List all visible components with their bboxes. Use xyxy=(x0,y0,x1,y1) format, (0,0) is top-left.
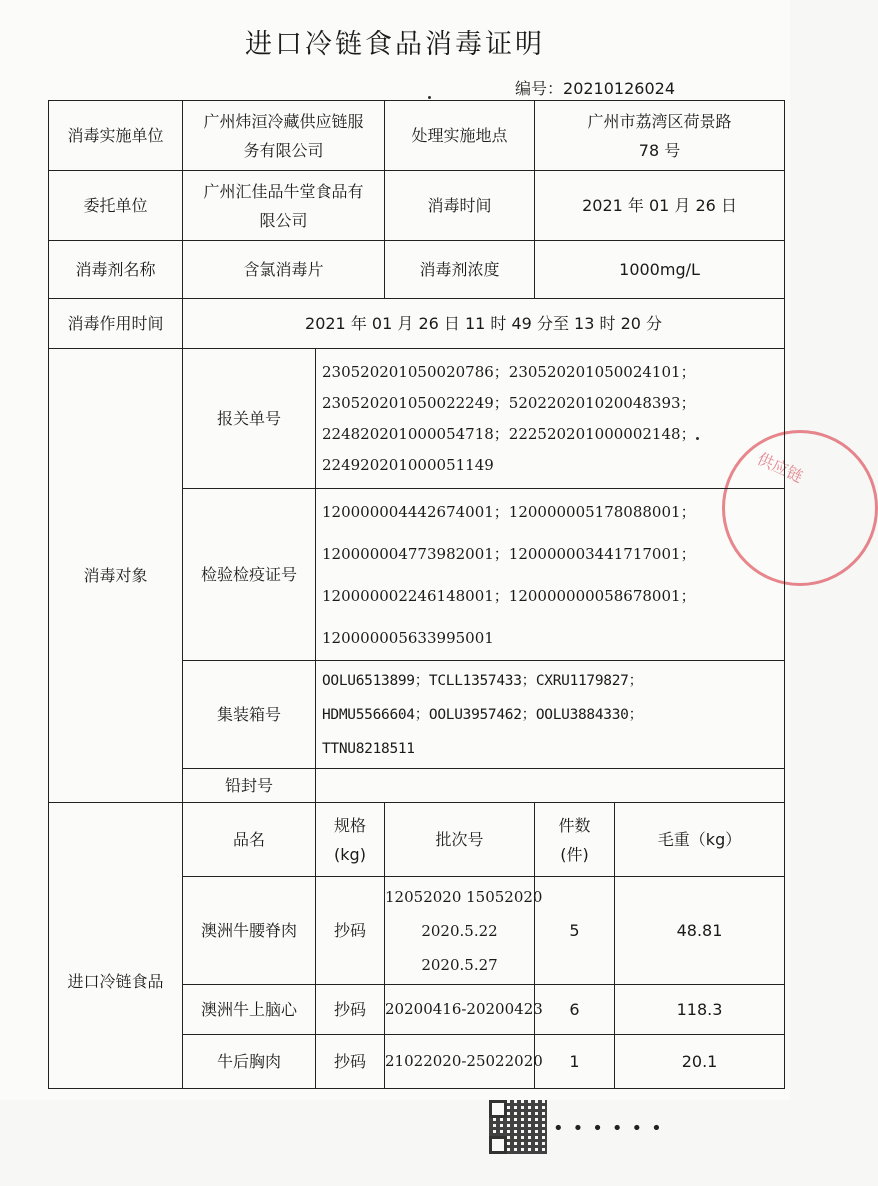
batch-line: 20200416-20200423 xyxy=(385,1000,543,1018)
speck xyxy=(428,96,431,99)
food-name: 澳洲牛腰脊肉 xyxy=(183,877,316,985)
food-header-row xyxy=(49,803,785,877)
customs-label: 报关单号 xyxy=(183,349,316,489)
food-count: 6 xyxy=(535,985,615,1035)
cert-line: 120000004773982001；120000003441717001； xyxy=(322,544,696,563)
container-line: OOLU6513899；TCLL1357433；CXRU1179827； xyxy=(322,672,643,689)
object-label: 消毒对象 xyxy=(49,349,183,803)
document-title: 进口冷链食品消毒证明 xyxy=(245,29,545,60)
food-spec: 抄码 xyxy=(316,985,385,1035)
cert-values xyxy=(316,489,785,661)
food-name: 牛后胸肉 xyxy=(183,1035,316,1089)
seal-label: 铅封号 xyxy=(183,769,316,803)
duration-label: 消毒作用时间 xyxy=(49,299,183,349)
client-value-line: 限公司 xyxy=(259,210,308,230)
unit-value-line: 广州炜洹冷藏供应链服 xyxy=(203,111,364,131)
food-spec: 抄码 xyxy=(316,877,385,985)
time-label: 消毒时间 xyxy=(385,171,535,241)
food-weight: 20.1 xyxy=(615,1035,785,1089)
unit-label: 消毒实施单位 xyxy=(49,101,183,171)
food-count: 5 xyxy=(535,877,615,985)
header-count xyxy=(535,803,615,877)
food-count: 1 xyxy=(535,1035,615,1089)
unit-value xyxy=(183,101,385,171)
site-value-line: 78 号 xyxy=(638,140,681,160)
time-value: 2021 年 01 月 26 日 xyxy=(535,171,785,241)
site-value-line: 广州市荔湾区荷景路 xyxy=(587,111,732,131)
customs-line: 224820201000054718；222520201000002148； xyxy=(322,424,696,443)
food-weight: 118.3 xyxy=(615,985,785,1035)
batch-line: 2020.5.22 xyxy=(421,921,498,940)
document-number-value: 20210126024 xyxy=(563,79,675,98)
batch-line: 21022020-25022020 xyxy=(385,1052,543,1070)
cert-line: 120000004442674001；120000005178088001； xyxy=(322,502,696,521)
container-line: TTNU8218511 xyxy=(322,740,415,757)
cert-label: 检验检疫证号 xyxy=(183,489,316,661)
header-spec xyxy=(316,803,385,877)
food-label: 进口冷链食品 xyxy=(49,803,183,1089)
agent-value: 含氯消毒片 xyxy=(183,241,385,299)
client-value-line: 广州汇佳品牛堂食品有 xyxy=(203,181,364,201)
food-batch xyxy=(385,985,543,1035)
header-count-line: 件数 xyxy=(558,815,591,835)
certificate-table xyxy=(48,100,785,1089)
duration-value: 2021 年 01 月 26 日 11 时 49 分至 13 时 20 分 xyxy=(183,299,785,349)
conc-label: 消毒剂浓度 xyxy=(385,241,535,299)
customs-line: 224920201000051149 xyxy=(322,455,494,474)
food-batch xyxy=(385,1035,543,1089)
ellipsis-dots: •••••• xyxy=(553,1118,671,1139)
food-weight: 48.81 xyxy=(615,877,785,985)
unit-value-line: 务有限公司 xyxy=(243,140,324,160)
batch-line: 12052020 15052020 xyxy=(385,887,543,906)
document-number-label: 编号： xyxy=(515,79,564,98)
customs-line: 230520201050022249；520220201020048393； xyxy=(322,393,696,412)
food-spec: 抄码 xyxy=(316,1035,385,1089)
row-duration xyxy=(49,299,785,349)
header-name: 品名 xyxy=(183,803,316,877)
batch-line: 2020.5.27 xyxy=(421,955,498,974)
qr-code-icon xyxy=(489,1100,547,1154)
client-value xyxy=(183,171,385,241)
food-name: 澳洲牛上脑心 xyxy=(183,985,316,1035)
cert-line: 120000005633995001 xyxy=(322,628,494,647)
seal-value xyxy=(316,769,785,803)
container-values xyxy=(316,661,785,769)
container-line: HDMU5566604；OOLU3957462；OOLU3884330； xyxy=(322,706,643,723)
conc-value: 1000mg/L xyxy=(535,241,785,299)
row-customs xyxy=(49,349,785,489)
header-count-line: (件) xyxy=(560,844,589,864)
customs-values xyxy=(316,349,785,489)
cert-line: 120000002246148001；120000000058678001； xyxy=(322,586,696,605)
header-spec-line: (kg) xyxy=(334,844,366,864)
row-unit xyxy=(49,101,785,171)
red-seal-stamp-text: 供应链 xyxy=(754,448,806,487)
container-label: 集装箱号 xyxy=(183,661,316,769)
row-agent xyxy=(49,241,785,299)
site-label: 处理实施地点 xyxy=(385,101,535,171)
customs-line: 230520201050020786；230520201050024101； xyxy=(322,362,696,381)
row-client xyxy=(49,171,785,241)
header-weight: 毛重（kg） xyxy=(615,803,785,877)
client-label: 委托单位 xyxy=(49,171,183,241)
header-batch: 批次号 xyxy=(385,803,535,877)
header-spec-line: 规格 xyxy=(334,815,367,835)
site-value xyxy=(535,101,785,171)
agent-label: 消毒剂名称 xyxy=(49,241,183,299)
food-batch xyxy=(385,877,543,985)
document-number xyxy=(515,76,675,99)
